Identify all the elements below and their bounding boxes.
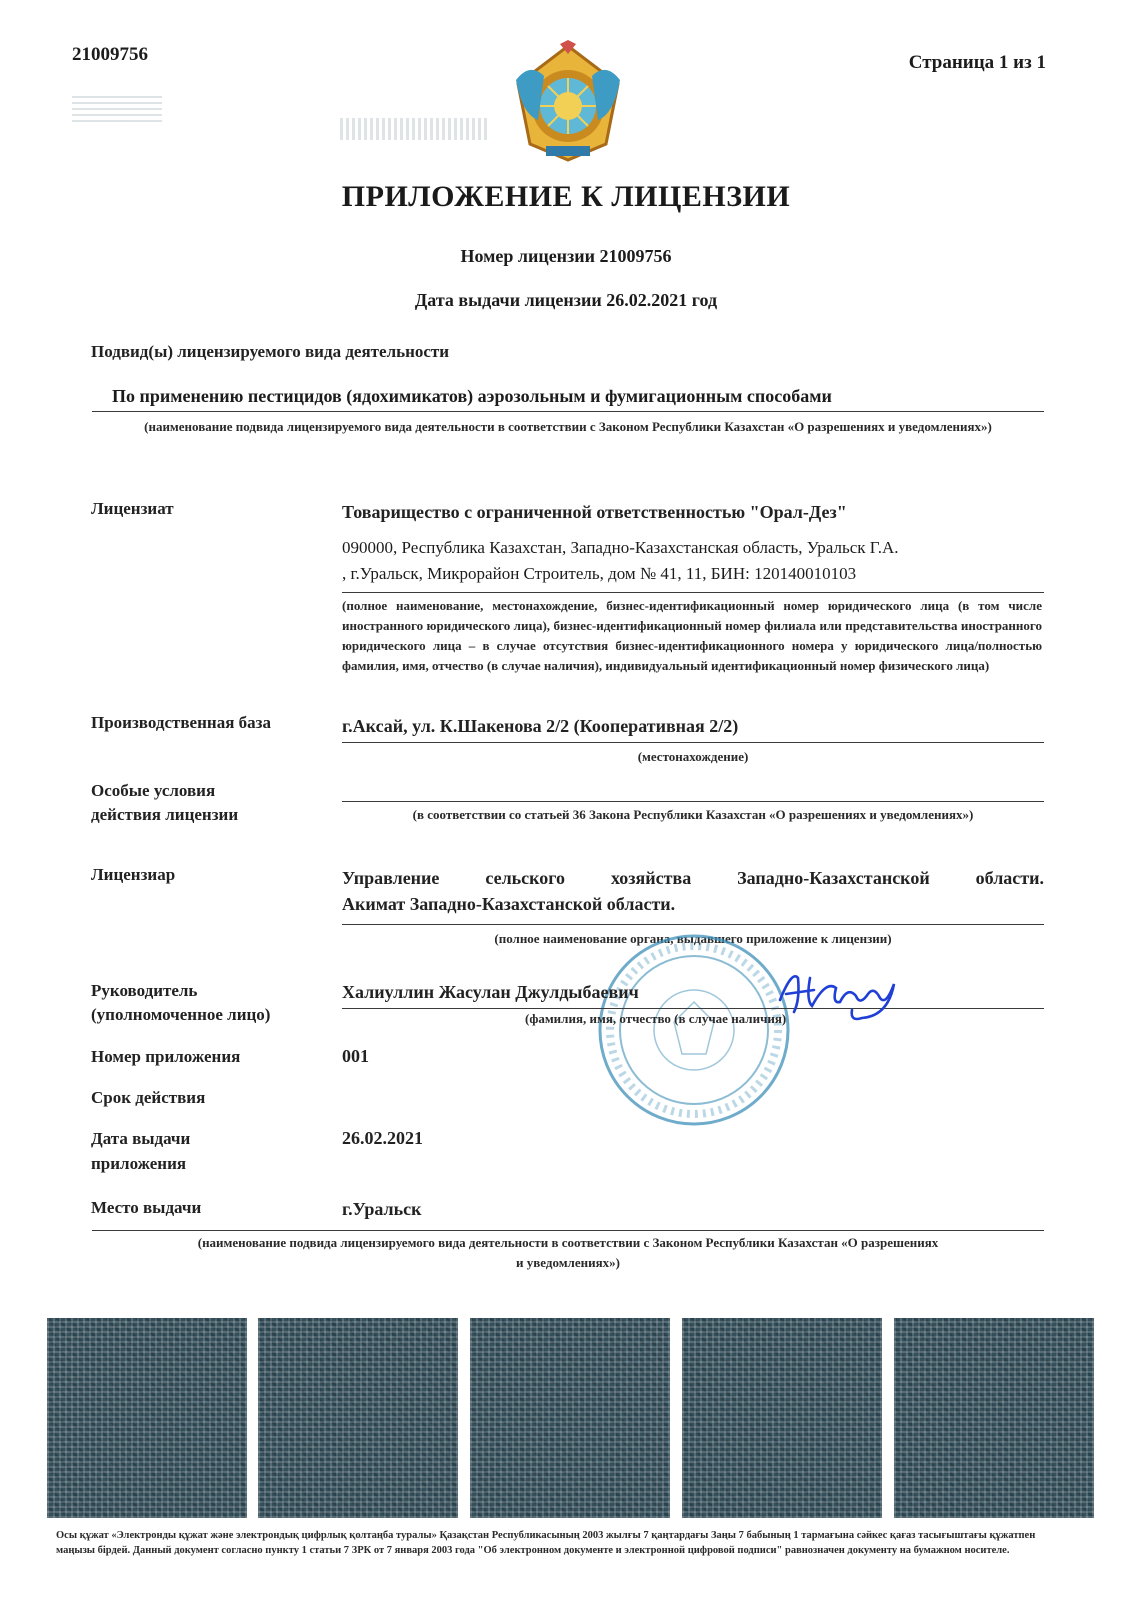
signature-icon: [770, 960, 910, 1030]
official-seal-icon: [594, 930, 794, 1130]
ghost-marks: [72, 92, 162, 122]
issue-place-label: Место выдачи: [91, 1198, 202, 1217]
licensee-label: Лицензиат: [91, 499, 174, 518]
licensee-address-line1: 090000, Республика Казахстан, Западно-Казахстанская область, Уральск Г.А.: [342, 538, 899, 557]
license-number-line: Номер лицензии 21009756: [460, 246, 672, 266]
head-note: (фамилия, имя, отчество (в случае наличия): [525, 1011, 787, 1026]
head-label: Руководитель: [91, 981, 198, 1000]
qr-code-block: [682, 1318, 882, 1518]
qr-code-block: [47, 1318, 247, 1518]
special-conditions-label: действия лицензии: [91, 805, 239, 824]
divider: [342, 592, 1044, 593]
head-label: (уполномоченное лицо): [91, 1005, 271, 1024]
subtype-value: По применению пестицидов (ядохимикатов) аэрозольным и фумигационным способами: [112, 386, 832, 406]
legal-footer: Осы құжат «Электронды құжат және электрондық цифрлық қолтаңба туралы» Қазақстан Республикасының 2003 жылғы 7 қаңтардағы Заңы 7 бабының 1 тармағына сәйкес қағаз тасығыштағы құжатпен маңызы бірдей. Данный документ согласно пункту 1 статьи 7 ЗРК от 7 января 2003 года "Об электронном документе и электронной цифровой подписи" равнозначен документу на бумажном носителе.: [56, 1530, 1036, 1556]
divider: [342, 1008, 1044, 1009]
qr-code-block: [894, 1318, 1094, 1518]
licensor-value-line2: Акимат Западно-Казахстанской области.: [342, 894, 676, 914]
issue-place-value: г.Уральск: [342, 1199, 422, 1219]
licensee-address-line2: , г.Уральск, Микрорайон Строитель, дом № 41, 11, БИН: 120140010103: [342, 564, 857, 583]
state-emblem-icon: [510, 40, 626, 164]
licensor-label: Лицензиар: [91, 865, 176, 884]
special-conditions-value: (в соответствии со статьей 36 Закона Республики Казахстан «О разрешениях и уведомлениях»): [412, 807, 974, 822]
divider: [92, 1230, 1044, 1231]
licensee-note: (полное наименование, местонахождение, бизнес-идентификационный номер юридического лица (в том числе иностранного юридического лица), бизнес-идентификационный номер филиала или представительства иностранного юридического лица – в случае отсутствия бизнес-идентификационного номера у юридического лица/полностью фамилия, имя, отчество (в случае наличия), индивидуальный идентификационный номер физического лица): [342, 598, 1042, 673]
appendix-number-label: Номер приложения: [91, 1047, 241, 1066]
validity-label: Срок действия: [91, 1088, 206, 1107]
appendix-date-label: Дата выдачи: [91, 1129, 191, 1148]
divider: [342, 801, 1044, 802]
document-number: 21009756: [72, 44, 148, 65]
appendix-date-value: 26.02.2021: [342, 1128, 423, 1148]
divider: [342, 742, 1044, 743]
page-indicator: Страница 1 из 1: [908, 52, 1046, 73]
qr-code-block: [258, 1318, 458, 1518]
appendix-date-label: приложения: [91, 1154, 187, 1173]
subtype-note: (наименование подвида лицензируемого вида деятельности в соответствии с Законом Республики Казахстан «О разрешениях и уведомлениях»): [144, 419, 992, 434]
appendix-number-value: 001: [342, 1046, 369, 1066]
footer-note: (наименование подвида лицензируемого вида деятельности в соответствии с Законом Республики Казахстан «О разрешениях: [197, 1235, 939, 1250]
licensor-value-line1: Управление сельского хозяйства Западно-Казахстанской области.: [342, 868, 1044, 888]
licensee-name: Товарищество с ограниченной ответственностью "Орал-Дез": [342, 502, 847, 522]
subtype-label: Подвид(ы) лицензируемого вида деятельности: [91, 342, 450, 361]
production-base-value: г.Аксай, ул. К.Шакенова 2/2 (Кооперативная 2/2): [342, 716, 739, 736]
licensor-note: (полное наименование органа, выдавшего приложение к лицензии): [494, 931, 892, 946]
page-title: ПРИЛОЖЕНИЕ К ЛИЦЕНЗИИ: [341, 180, 791, 213]
ghost-marks: [340, 118, 490, 140]
footer-note: и уведомлениях»): [516, 1255, 620, 1270]
production-base-note: (местонахождение): [637, 749, 749, 764]
divider: [342, 924, 1044, 925]
divider: [92, 411, 1044, 412]
special-conditions-label: Особые условия: [91, 781, 216, 800]
license-date-line: Дата выдачи лицензии 26.02.2021 год: [414, 290, 718, 310]
head-name: Халиуллин Жасулан Джулдыбаевич: [342, 982, 639, 1002]
production-base-label: Производственная база: [91, 713, 271, 732]
qr-code-block: [470, 1318, 670, 1518]
